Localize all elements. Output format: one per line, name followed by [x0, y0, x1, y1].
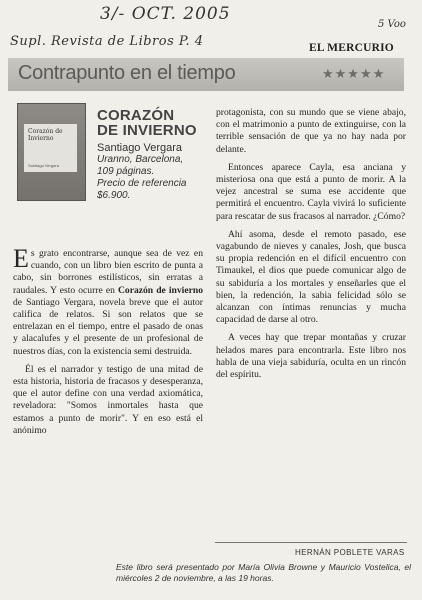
book-title-line2: DE INVIERNO: [97, 122, 197, 139]
handwritten-corner-note: 5 Voo: [378, 19, 406, 30]
book-title-line1: CORAZÓN: [97, 107, 175, 124]
presentation-footnote: Este libro será presentado por María Olivia Browne y Mauricio Vostelica, el miércoles 2 de noviembre, a las 19 horas.: [116, 562, 411, 583]
book-author: Santiago Vergara: [97, 142, 183, 154]
article-byline: HERNÁN POBLETE VARAS: [295, 548, 405, 557]
article-right-column: [216, 107, 406, 387]
article-paragraph: Entonces aparece Cayla, esa anciana y misteriosa ona que está a punto de morir. A la vejez ancestral se suma ese accidente que permitirá el encuentro. Cayla vivirá lo suficiente para rescatar de sus fracasos al narrador. ¿Cómo?: [216, 161, 406, 222]
book-cover-panel: [24, 124, 77, 172]
byline-divider: [215, 542, 407, 543]
article-left-column: [13, 244, 203, 443]
book-title-inline: Corazón de invierno: [117, 284, 203, 296]
book-price: $6.900.: [97, 190, 131, 201]
article-paragraph: [13, 244, 203, 358]
book-title: [97, 108, 197, 138]
rating-stars: ★★★★★: [322, 66, 386, 81]
book-metadata: [97, 142, 187, 202]
book-cover-author: Santiago Vergara: [28, 163, 59, 168]
section-header-bar: [8, 58, 404, 91]
newspaper-masthead: EL MERCURIO: [309, 42, 394, 54]
article-paragraph: Ahí asoma, desde el remoto pasado, ese vagabundo de nieves y canales, Josh, que busca su propia redención en el difícil encuentro con Timaukel, el dios que puede comunicar algo de su sabiduría a los mortales y enseñarles que el bien, la redención, la sabia felicidad sólo se alcanzan con íntimas renuncias y mucha capacidad de darse al otro.: [216, 228, 406, 326]
article-paragraph: A veces hay que trepar montañas y cruzar helados mares para encontrarla. Este libro nos habla de una vieja sabiduría, oculta en un rincón del espíritu.: [216, 332, 406, 381]
book-price-label: Precio de referencia: [97, 178, 187, 189]
paragraph-text: de Santiago Vergara, novela breve que el autor califica de relatos. Si son relatos que se entrelazan en el tiempo, entre el pasado de onas y alacalufes y el presente de un profesional de nuestros días, con la existencia semi destruida.: [13, 296, 203, 357]
book-pages: 109 páginas.: [97, 166, 155, 177]
book-publisher: Uranno, Barcelona,: [97, 154, 184, 165]
article-paragraph: Él es el narrador y testigo de una mitad de esta historia, historia de fracasos y desesperanza, que el autor define con una verdad axiomática, reveladora: "Somos inmortales hasta que estamos a punto de morir". Y en eso está el anónimo: [13, 363, 203, 436]
handwritten-source: Supl. Revista de Libros P. 4: [10, 34, 204, 49]
book-cover-title: Corazón de Invierno: [28, 128, 63, 142]
book-cover-image: [17, 103, 86, 201]
paragraph-text: s grato encontrarse, aunque sea de vez en cuando, con un libro bien escrito de punta a cabo, sin borrones estilísticos, sin erratas a raudales. Y esto ocurre en: [13, 248, 203, 296]
drop-cap: E: [13, 244, 29, 273]
handwritten-date: 3/- OCT. 2005: [100, 4, 231, 24]
article-paragraph: protagonista, con su mundo que se viene abajo, con el matrimonio a punto de extinguirse, con la terrible sensación de que ya no hay nada por delante.: [216, 107, 406, 155]
section-title: Contrapunto en el tiempo: [18, 62, 236, 84]
